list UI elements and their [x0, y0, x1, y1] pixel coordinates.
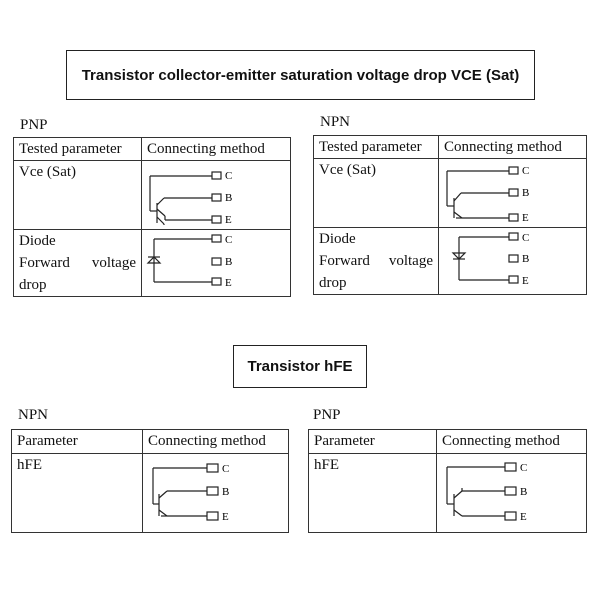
transistor-connection-diagram [437, 454, 587, 532]
pin-b: B [225, 192, 233, 204]
svg-text:E: E [522, 275, 529, 287]
svg-text:E: E [225, 277, 232, 289]
hfe-npn-header-param: Parameter [12, 430, 143, 454]
hfe-title: Transistor hFE [233, 345, 367, 388]
transistor-connection-diagram [439, 159, 587, 227]
drop-label: drop [319, 275, 347, 291]
svg-text:C: C [522, 232, 530, 244]
svg-text:B: B [522, 253, 530, 265]
svg-text:B: B [225, 256, 233, 268]
forward-label: Forward [319, 253, 370, 269]
hfe-npn-label: NPN [18, 407, 49, 423]
vce-npn-header-param: Tested parameter [314, 136, 439, 159]
hfe-pnp-header-param: Parameter [309, 430, 437, 454]
hfe-npn-row1-param: hFE [12, 454, 143, 533]
svg-text:E: E [222, 511, 229, 523]
vce-pnp-table [13, 137, 291, 297]
pin-c: C [225, 170, 233, 182]
hfe-pnp-table [308, 429, 587, 533]
vce-npn-row2-param [314, 228, 439, 295]
vce-pnp-header-param: Tested parameter [14, 138, 142, 161]
forward-label: Forward [19, 255, 70, 271]
svg-text:C: C [520, 462, 528, 474]
svg-text:E: E [520, 511, 527, 523]
vce-npn-label: NPN [320, 114, 351, 130]
vce-pnp-row1-param: Vce (Sat) [14, 161, 142, 230]
vce-npn-table [313, 135, 587, 295]
diode-label: Diode [319, 231, 356, 247]
vce-npn-row1-param: Vce (Sat) [314, 159, 439, 228]
svg-text:C: C [522, 165, 530, 177]
vce-npn-transistor-diagram [439, 159, 587, 228]
hfe-npn-header-method: Connecting method [143, 430, 289, 454]
hfe-npn-transistor-diagram [143, 454, 289, 533]
voltage-label: voltage [388, 253, 433, 269]
diode-label: Diode [19, 233, 56, 249]
vce-npn-diode-diagram [439, 228, 587, 295]
svg-text:B: B [522, 187, 530, 199]
svg-text:B: B [222, 486, 230, 498]
vce-pnp-transistor-diagram [142, 161, 291, 230]
diode-connection-diagram [439, 228, 587, 294]
hfe-npn-table [11, 429, 289, 533]
hfe-pnp-transistor-diagram [437, 454, 587, 533]
diode-connection-diagram [142, 230, 291, 296]
pin-e: E [225, 214, 232, 226]
svg-text:C: C [222, 463, 230, 475]
vce-sat-title: Transistor collector-emitter saturation voltage drop VCE (Sat) [66, 50, 535, 100]
vce-pnp-diode-diagram [142, 230, 291, 297]
vce-pnp-header-method: Connecting method [142, 138, 291, 161]
vce-pnp-row2-param [14, 230, 142, 297]
svg-text:B: B [520, 486, 528, 498]
transistor-connection-diagram [142, 161, 291, 229]
transistor-connection-diagram [143, 454, 289, 532]
vce-pnp-label: PNP [20, 117, 48, 133]
vce-npn-header-method: Connecting method [439, 136, 587, 159]
hfe-pnp-header-method: Connecting method [437, 430, 587, 454]
svg-text:C: C [225, 234, 233, 246]
voltage-label: voltage [91, 255, 136, 271]
drop-label: drop [19, 277, 47, 293]
hfe-pnp-row1-param: hFE [309, 454, 437, 533]
svg-text:E: E [522, 212, 529, 224]
hfe-pnp-label: PNP [313, 407, 341, 423]
